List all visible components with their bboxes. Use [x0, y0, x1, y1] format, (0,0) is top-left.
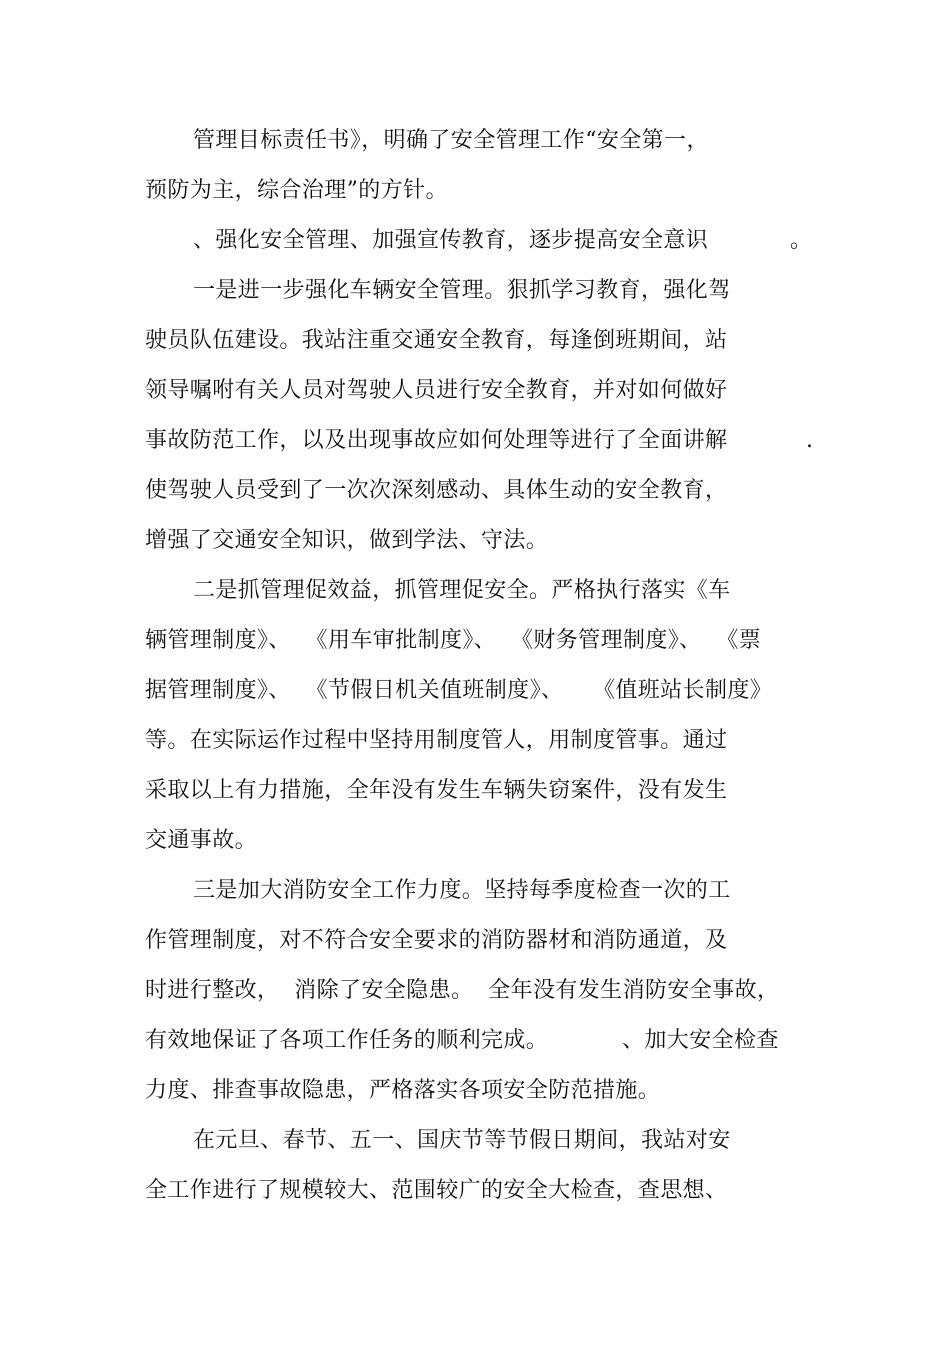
- text-line: 预防为主，综合治理”的方针。: [145, 178, 448, 203]
- text-line: 。: [790, 228, 813, 253]
- text-line: 交通事故。: [145, 828, 258, 853]
- text-line: 等。在实际运作过程中坚持用制度管人，用制度管事。通过: [145, 728, 728, 753]
- text-line: 辆管理制度》、 《用车审批制度》、 《财务管理制度》、 《票: [145, 628, 762, 653]
- text-line: 时进行整改， 消除了安全隐患。 全年没有发生消防安全事故，: [145, 978, 780, 1003]
- text-line: 、加大安全检查: [622, 1028, 779, 1053]
- text-line: 一是进一步强化车辆安全管理。狠抓学习教育，强化驾: [193, 278, 731, 303]
- text-line: 领导嘱咐有关人员对驾驶人员进行安全教育，并对如何做好: [145, 378, 728, 403]
- text-line: 全工作进行了规模较大、范围较广的安全大检查，查思想、: [145, 1178, 728, 1203]
- text-line: 在元旦、春节、五一、国庆节等节假日期间，我站对安: [193, 1128, 731, 1153]
- text-line: 驶员队伍建设。我站注重交通安全教育，每逢倒班期间，站: [145, 328, 728, 353]
- text-line: 力度、排查事故隐患，严格落实各项安全防范措施。: [145, 1078, 661, 1103]
- text-line: .: [806, 428, 814, 453]
- text-line: 据管理制度》、 《节假日机关值班制度》、 《值班站长制度》: [145, 678, 773, 703]
- text-line: 增强了交通安全知识，做到学法、守法。: [145, 528, 549, 553]
- text-line: 事故防范工作，以及出现事故应如何处理等进行了全面讲解: [145, 428, 728, 453]
- text-line: 使驾驶人员受到了一次次深刻感动、具体生动的安全教育，: [145, 478, 728, 503]
- text-line: 有效地保证了各项工作任务的顺利完成。: [145, 1028, 549, 1053]
- text-line: 、强化安全管理、加强宣传教育，逐步提高安全意识: [193, 228, 709, 253]
- text-line: 二是抓管理促效益，抓管理促安全。严格执行落实《车: [193, 578, 731, 603]
- text-line: 管理目标责任书》，明确了安全管理工作“安全第一，: [193, 128, 709, 153]
- text-line: 三是加大消防安全工作力度。坚持每季度检查一次的工: [193, 878, 731, 903]
- text-line: 作管理制度，对不符合安全要求的消防器材和消防通道，及: [145, 928, 728, 953]
- text-line: 采取以上有力措施，全年没有发生车辆失窃案件，没有发生: [145, 778, 728, 803]
